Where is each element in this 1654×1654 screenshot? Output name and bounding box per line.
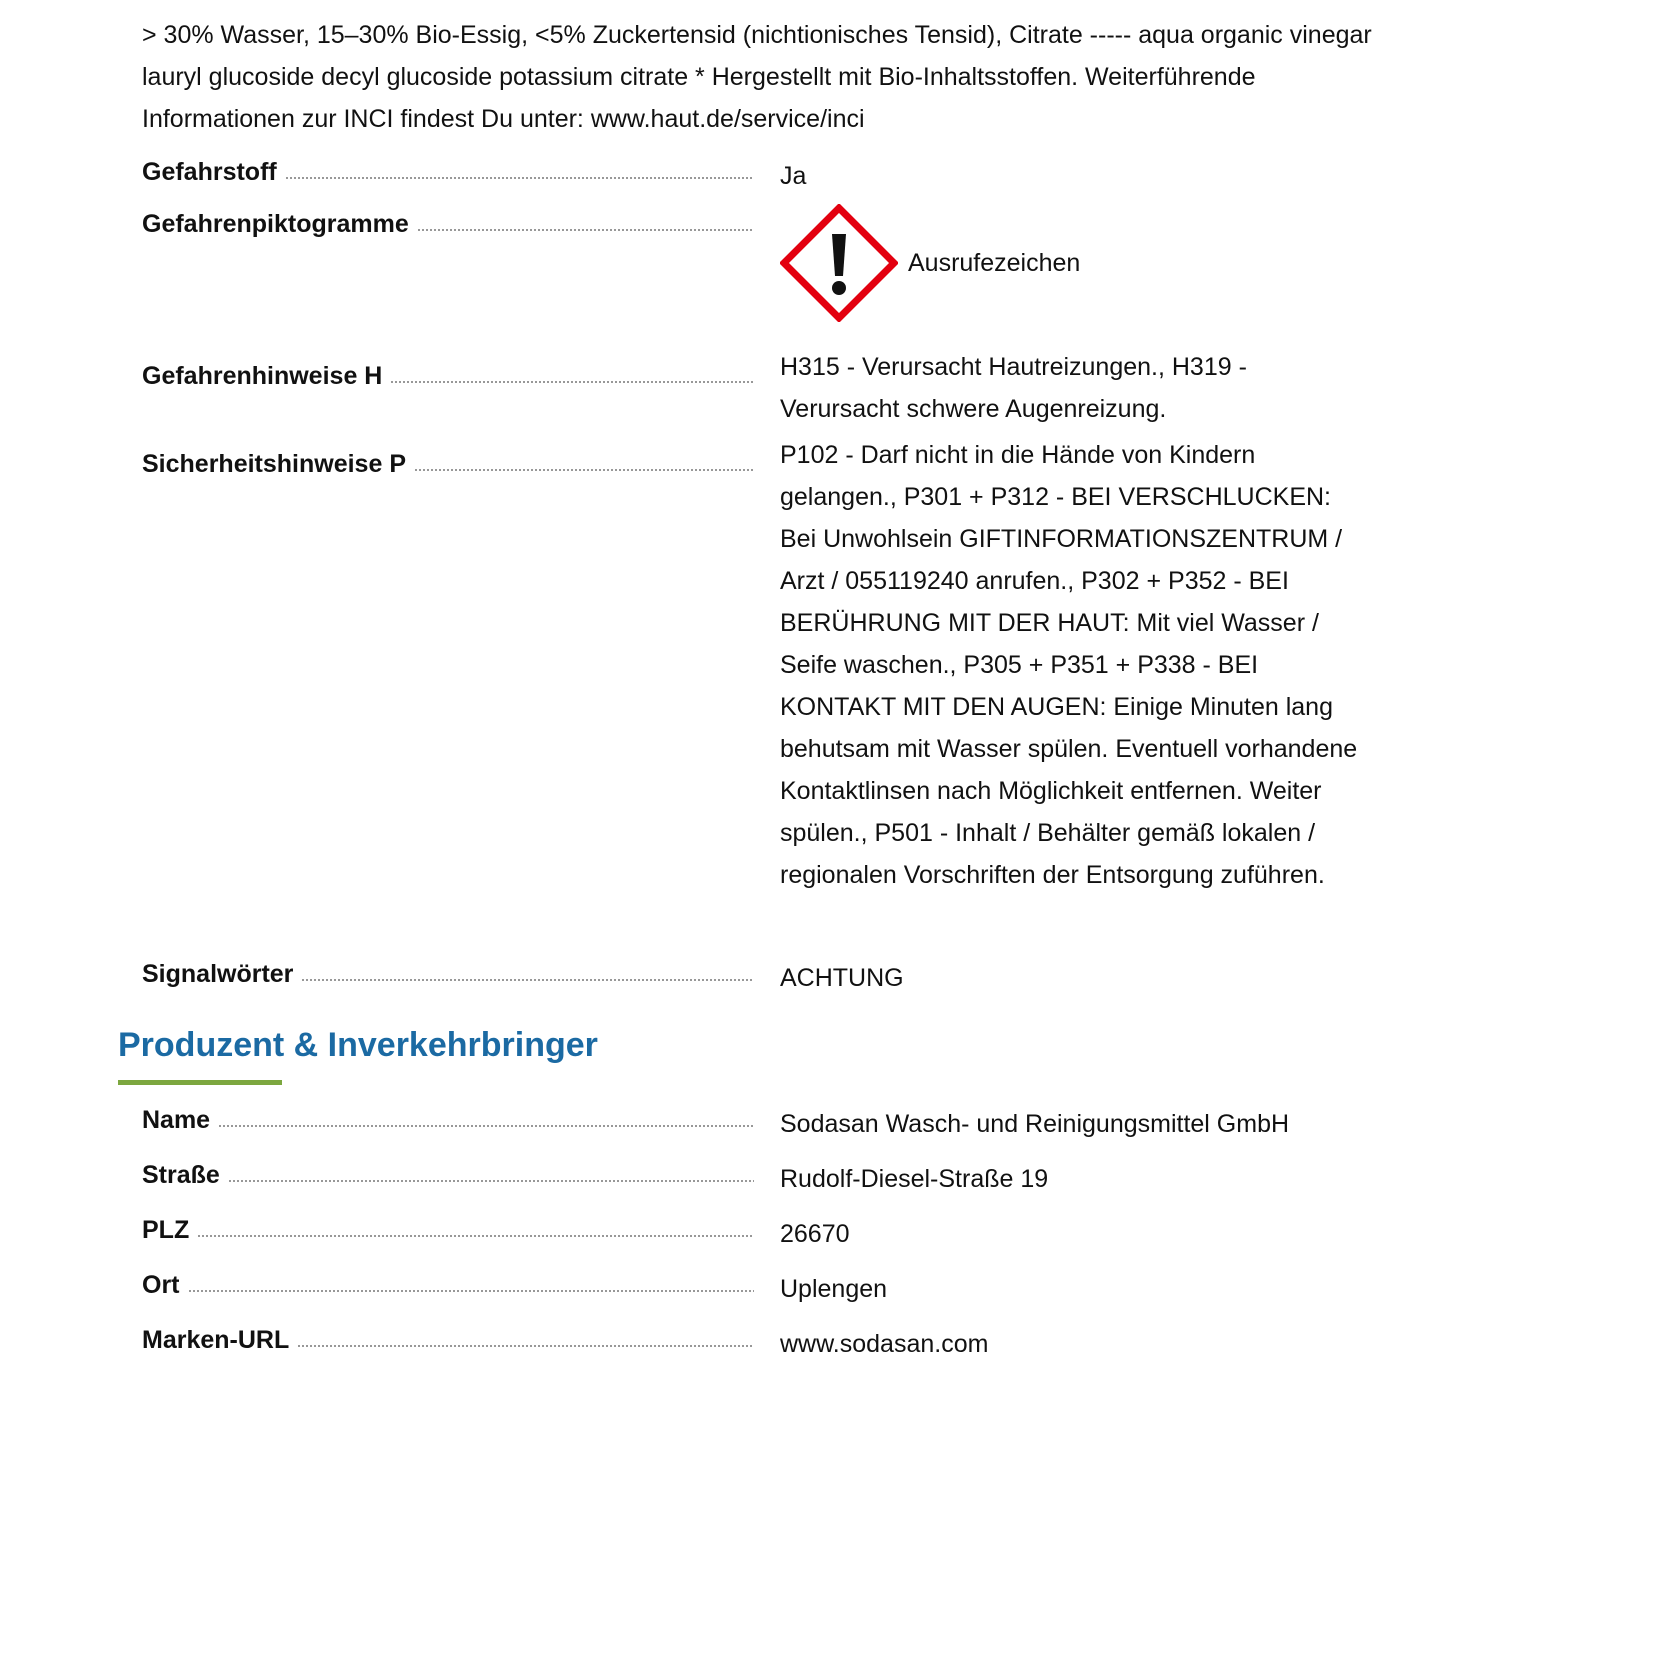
row-plz	[142, 1210, 1402, 1252]
value-signalwoerter: ACHTUNG	[780, 964, 904, 992]
row-sicherheitshinweise-p	[142, 434, 1402, 896]
dot-leader	[197, 1233, 754, 1239]
value-name: Sodasan Wasch- und Reinigungsmittel GmbH	[780, 1110, 1290, 1138]
dot-leader	[390, 379, 754, 385]
label-signalwoerter: Signalwörter	[142, 960, 294, 988]
label-ort: Ort	[142, 1271, 180, 1299]
dot-leader	[188, 1288, 755, 1294]
row-signalwoerter	[142, 954, 1402, 996]
dot-leader	[414, 467, 754, 473]
row-ort	[142, 1265, 1402, 1307]
row-gefahrenhinweise-h	[142, 346, 1402, 430]
dot-leader	[228, 1178, 754, 1184]
pictogram-cell	[780, 204, 1360, 322]
dot-leader	[297, 1343, 754, 1349]
value-gefahrstoff: Ja	[780, 162, 807, 190]
exclamation-mark-hazard-icon	[780, 204, 898, 322]
label-strasse: Straße	[142, 1161, 220, 1189]
dot-leader	[285, 175, 754, 181]
dot-leader	[417, 227, 754, 233]
value-marken-url[interactable]: www.sodasan.com	[780, 1330, 989, 1358]
label-marken-url: Marken-URL	[142, 1326, 290, 1354]
label-sicherheitshinweise-p: Sicherheitshinweise P	[142, 450, 406, 478]
value-ort: Uplengen	[780, 1275, 888, 1303]
dot-leader	[218, 1123, 754, 1129]
value-sicherheitshinweise-p: P102 - Darf nicht in die Hände von Kindern gelangen., P301 + P312 - BEI VERSCHLUCKEN: Bei Unwohlsein GIFTINFORMATIONSZENTRUM / Arzt / 055119240 anrufen., P302 + P352 - BEI BERÜHRUNG MIT DER HAUT: Mit viel Wasser / Seife waschen., P305 + P351 + P338 - BEI KONTAKT MIT DEN AUGEN: Einige Minuten lang behutsam mit Wasser spülen. Eventuell vorhandene Kontaktlinsen nach Möglichkeit entfernen. Weiter spülen., P501 - Inhalt / Behälter gemäß lokalen / regionalen Vorschriften der Entsorgung zuführen.	[780, 441, 1358, 889]
label-name: Name	[142, 1106, 211, 1134]
ingredients-text: > 30% Wasser, 15–30% Bio-Essig, <5% Zuckertensid (nichtionisches Tensid), Citrate ----- aqua organic vinegar lauryl glucoside decyl glucoside potassium citrate * Hergestellt mit Bio-Inhaltsstoffen. Weiterführende Informationen zur INCI findest Du unter: www.haut.de/service/inci	[142, 21, 1372, 133]
row-strasse	[142, 1155, 1402, 1197]
row-gefahrenpiktogramme	[142, 204, 1402, 322]
value-plz: 26670	[780, 1220, 850, 1248]
row-marken-url	[142, 1320, 1402, 1362]
row-name	[142, 1100, 1402, 1142]
label-gefahrenhinweise-h: Gefahrenhinweise H	[142, 362, 383, 390]
row-gefahrstoff	[142, 152, 1402, 194]
value-gefahrenhinweise-h: H315 - Verursacht Hautreizungen., H319 - Verursacht schwere Augenreizung.	[780, 353, 1247, 423]
pictogram-label: Ausrufezeichen	[908, 249, 1081, 277]
section-underline	[118, 1080, 282, 1085]
value-strasse: Rudolf-Diesel-Straße 19	[780, 1165, 1049, 1193]
label-plz: PLZ	[142, 1216, 190, 1244]
label-gefahrenpiktogramme: Gefahrenpiktogramme	[142, 210, 409, 238]
label-gefahrstoff: Gefahrstoff	[142, 158, 277, 186]
dot-leader	[301, 977, 754, 983]
section-title-produzent: Produzent & Inverkehrbringer	[118, 1026, 598, 1064]
